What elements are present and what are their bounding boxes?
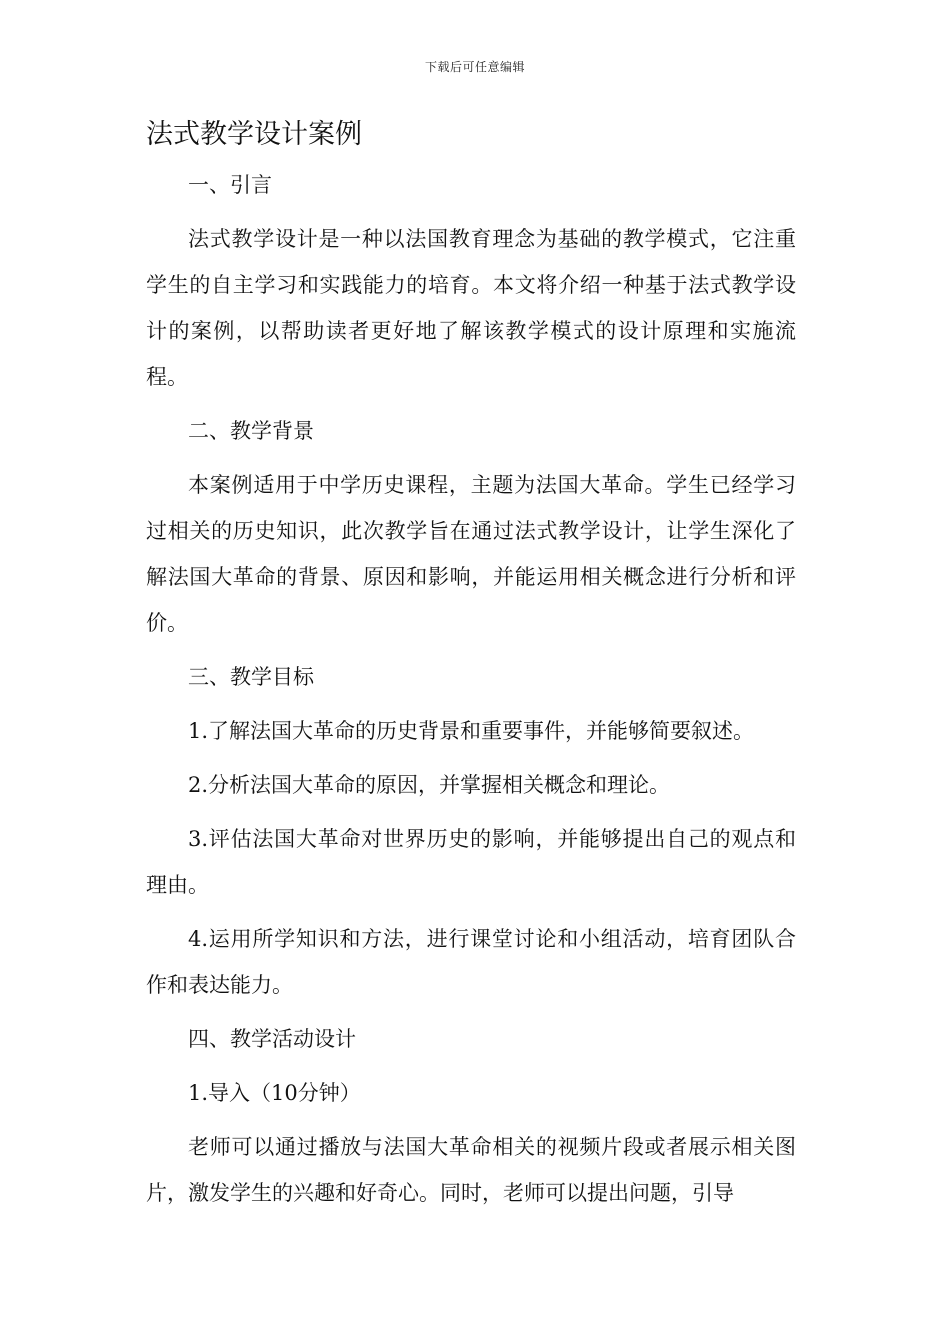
goal-item-4: 4.运用所学知识和方法，进行课堂讨论和小组活动，培育团队合作和表达能力。 [146, 927, 796, 997]
paragraph-background: 本案例适用于中学历史课程，主题为法国大革命。学生已经学习过相关的历史知识，此次教学旨在通过法式教学设计，让学生深化了解法国大革命的背景、原因和影响，并能运用相关概念进行分析和评价。 [146, 473, 796, 635]
section-heading-intro: 一、引言 [188, 173, 272, 197]
document-body [146, 112, 796, 1224]
paragraph-activity-intro: 老师可以通过播放与法国大革命相关的视频片段或者展示相关图片，激发学生的兴趣和好奇心。同时，老师可以提出问题，引导 [146, 1135, 796, 1205]
section-heading-background: 二、教学背景 [188, 419, 314, 443]
section-heading-goals: 三、教学目标 [188, 665, 314, 689]
header-note: 下载后可任意编辑 [424, 60, 525, 74]
activity-item-1: 1.导入（10分钟） [188, 1081, 361, 1105]
goal-item-2: 2.分析法国大革命的原因，并掌握相关概念和理论。 [188, 773, 671, 797]
goal-item-1: 1.了解法国大革命的历史背景和重要事件，并能够简要叙述。 [188, 719, 755, 743]
section-heading-activities: 四、教学活动设计 [188, 1027, 356, 1051]
paragraph-intro: 法式教学设计是一种以法国教育理念为基础的教学模式，它注重学生的自主学习和实践能力的培育。本文将介绍一种基于法式教学设计的案例，以帮助读者更好地了解该教学模式的设计原理和实施流程。 [146, 227, 796, 389]
goal-item-3: 3.评估法国大革命对世界历史的影响，并能够提出自己的观点和理由。 [146, 827, 796, 897]
document-title: 法式教学设计案例 [146, 119, 362, 150]
